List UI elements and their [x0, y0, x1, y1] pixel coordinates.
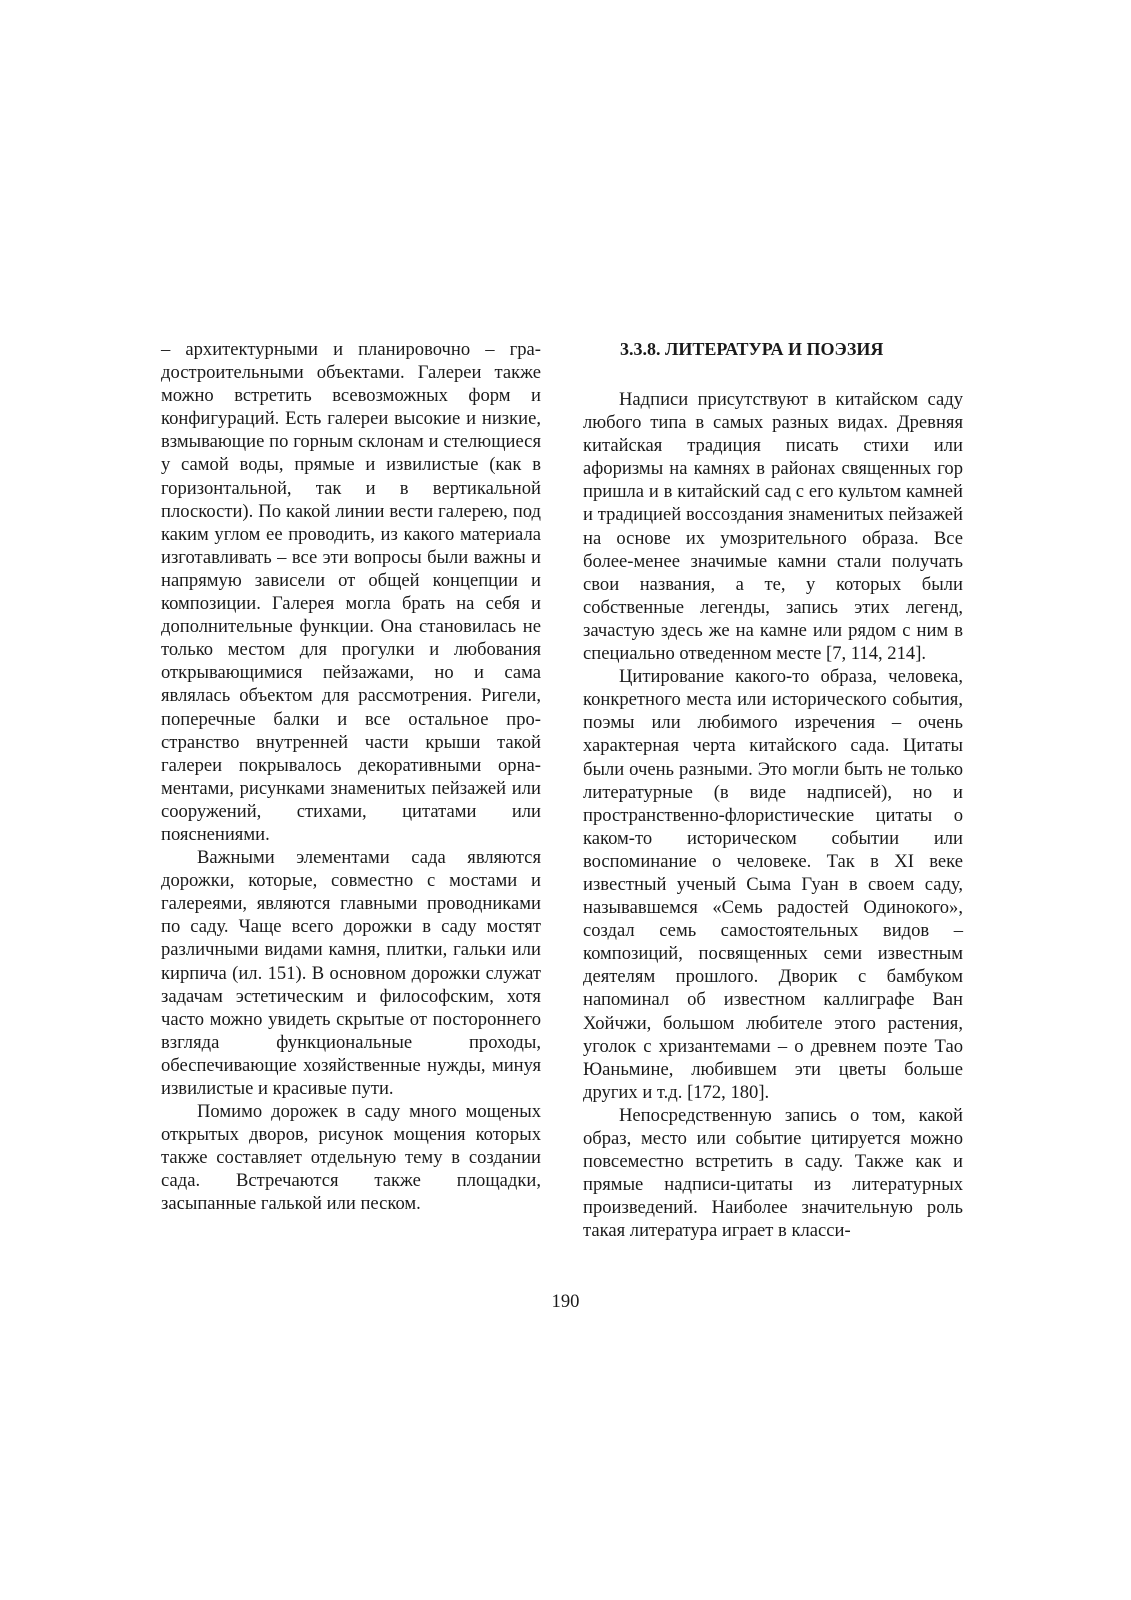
- left-paragraph-1: – архитектурными и планировочно – градостроительными объектами. Галереи также можно встретить всевозможных форм и конфигураций. Есть галереи высокие и низкие, взмывающие по горным склонам и стелющиеся у самой воды, прямые и извилистые (как в горизонтальной, так и в вертикальной плоскости). По какой линии вести галерею, под каким углом ее проводить, из какого материала изготавливать – все эти вопросы были важны и напрямую зависели от общей концепции и композиции. Галерея могла брать на себя и дополнительные функции. Она становилась не только местом для прогулки и любования открывающимися пейзажами, но и сама являлась объектом для рассмотрения. Ригели, поперечные балки и все остальное пространство внутренней части крыши такой галереи покрывалось декоративными орнаментами, рисунками знаменитых пейзажей или сооружений, стихами, цитатами или пояснениями.: [161, 339, 541, 845]
- left-paragraph-3: Помимо дорожек в саду много мощеных открытых дворов, рисунок мощения которых также составляет отдельную тему в создании сада. Встречаются также площадки, засыпанные галькой или песком.: [161, 1101, 541, 1215]
- right-column: [583, 338, 963, 1242]
- right-paragraph-1: Надписи присутствуют в китайском саду любого типа в самых разных видах. Древняя китайская традиция писать стихи или афоризмы на камнях в районах священных гор пришла и в китайский сад с его культом камней и традицией воссоздания знаменитых пейзажей на основе их умозрительного образа. Все более-менее значимые камни стали получать свои названия, а те, у которых были собственные легенды, запись этих легенд, зачастую здесь же на камне или рядом с ним в специально отведенном месте [7, 114, 214].: [583, 389, 963, 665]
- right-paragraph-2: Цитирование какого-то образа, человека, конкретного места или исторического события, поэмы или любимого изречения – очень характерная черта китайского сада. Цитаты были очень разными. Это могли быть не только литературные (в виде надписей), но и пространственно-флористические цитаты о каком-то историческом событии или воспоминание о человеке. Так в XI веке известный ученый Сыма Гуан в своем саду, называвшемся «Семь радостей Одинокого», создал семь самостоятельных видов – композиций, посвященных семи известным деятелям прошлого. Дворик с бамбуком напоминал об известном каллиграфе Ван Хойчжи, большом любителе этого растения, уголок с хризантемами – о древнем поэте Тао Юаньмине, любившем эти цветы больше других и т.д. [172, 180].: [583, 666, 963, 1103]
- page-number: 190: [551, 1291, 580, 1312]
- left-column: [161, 338, 541, 1216]
- left-paragraph-2: Важными элементами сада являются дорожки, которые, совместно с мостами и галереями, являются главными проводниками по саду. Чаще всего дорожки в саду мостят различными видами камня, плитки, гальки или кирпича (ил. 151). В основном дорожки служат задачам эстетическим и философским, хотя часто можно увидеть скрытые от постороннего взгляда функциональные проходы, обеспечивающие хозяйственные нужды, минуя извилистые и красивые пути.: [161, 847, 541, 1099]
- section-heading: 3.3.8. ЛИТЕРАТУРА И ПОЭЗИЯ: [620, 339, 884, 359]
- right-paragraph-3: Непосредственную запись о том, какой образ, место или событие цитируется можно повсеместно встретить в саду. Также как и прямые надписи-цитаты из литературных произведений. Наиболее значительную роль такая литература играет в класси-: [583, 1104, 963, 1242]
